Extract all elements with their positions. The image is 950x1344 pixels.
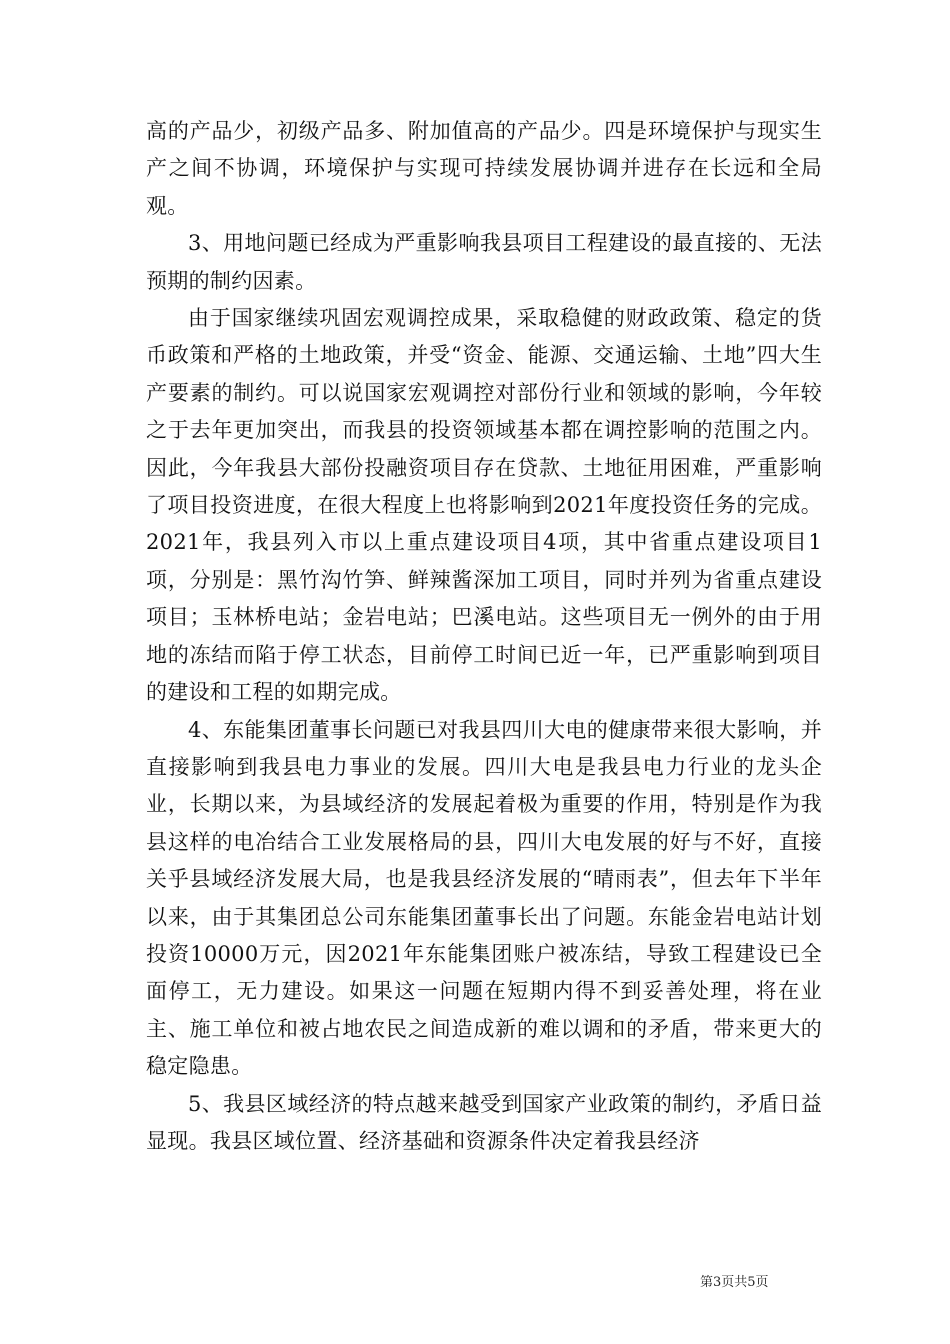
page-number: 第3页共5页 [700, 1275, 769, 1290]
paragraph-continuation: 高的产品少，初级产品多、附加值高的产品少。四是环境保护与现实生产之间不协调，环境保护与实现可持续发展协调并进存在长远和全局观。 [146, 119, 822, 218]
paragraph-point-3-heading: 3、用地问题已经成为严重影响我县项目工程建设的最直接的、无法预期的制约因素。 [146, 231, 822, 293]
paragraph-point-4: 4、东能集团董事长问题已对我县四川大电的健康带来很大影响，并直接影响到我县电力事业的发展。四川大电是我县电力行业的龙头企业，长期以来，为县域经济的发展起着极为重要的作用，特别是作为我县这样的电冶结合工业发展格局的县，四川大电发展的好与不好，直接关乎县域经济发展大局，也是我县经济发展的“晴雨表”，但去年下半年以来，由于其集团总公司东能集团董事长出了问题。东能金岩电站计划投资10000万元，因2021年东能集团账户被冻结，导致工程建设已全面停工，无力建设。如果这一问题在短期内得不到妥善处理，将在业主、施工单位和被占地农民之间造成新的难以调和的矛盾，带来更大的稳定隐患。 [146, 717, 822, 1079]
paragraph-point-3-body: 由于国家继续巩固宏观调控成果，采取稳健的财政政策、稳定的货币政策和严格的土地政策，并受“资金、能源、交通运输、土地”四大生产要素的制约。可以说国家宏观调控对部份行业和领域的影响，今年较之于去年更加突出，而我县的投资领域基本都在调控影响的范围之内。因此，今年我县大部份投融资项目存在贷款、土地征用困难，严重影响了项目投资进度，在很大程度上也将影响到2021年度投资任务的完成。2021年，我县列入市以上重点建设项目4项，其中省重点建设项目1项，分别是：黑竹沟竹笋、鲜辣酱深加工项目，同时并列为省重点建设项目；玉林桥电站；金岩电站；巴溪电站。这些项目无一例外的由于用地的冻结而陷于停工状态，目前停工时间已近一年，已严重影响到项目的建设和工程的如期完成。 [146, 306, 822, 705]
paragraph-point-5: 5、我县区域经济的特点越来越受到国家产业政策的制约，矛盾日益显现。我县区域位置、经济基础和资源条件决定着我县经济 [146, 1091, 822, 1153]
document-body [146, 113, 822, 1160]
